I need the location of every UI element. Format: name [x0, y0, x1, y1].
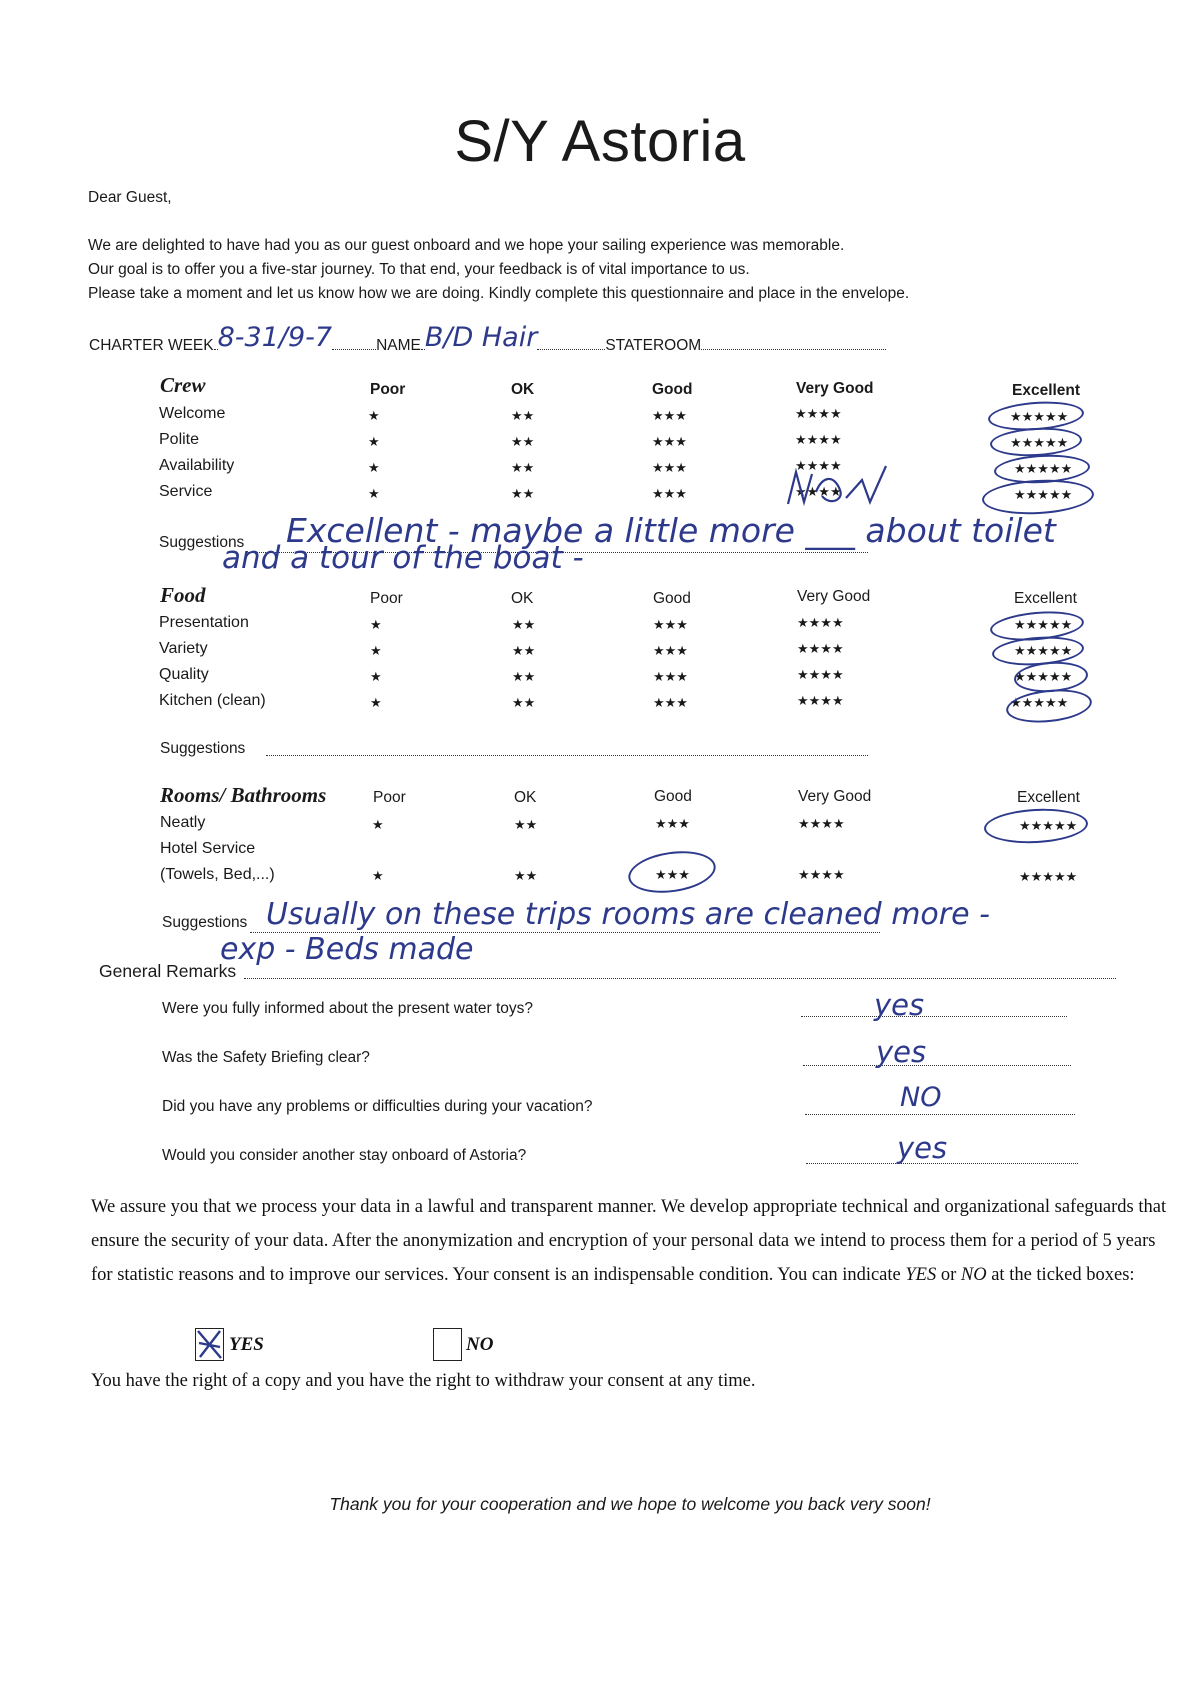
rating-star-good[interactable]: ★★★ — [653, 695, 688, 710]
rating-star-very-good[interactable]: ★★★★ — [795, 458, 842, 473]
rating-star-ok[interactable]: ★★ — [512, 617, 536, 632]
rating-star-very-good[interactable]: ★★★★ — [797, 667, 844, 682]
food-row-presentation: Presentation — [159, 614, 249, 631]
crew-suggestion-line1[interactable]: Excellent - maybe a little more ___ about toilet — [286, 511, 1056, 550]
col-very-good: Very Good — [796, 380, 874, 397]
rating-star-good[interactable]: ★★★ — [652, 434, 687, 449]
rating-star-poor[interactable]: ★ — [370, 695, 382, 710]
rating-star-excellent[interactable]: ★★★★★ — [1014, 617, 1073, 632]
rating-star-poor[interactable]: ★ — [372, 817, 384, 832]
rating-star-good[interactable]: ★★★ — [653, 669, 688, 684]
col-poor: Poor — [370, 590, 403, 607]
rating-star-poor[interactable]: ★ — [372, 868, 384, 883]
col-excellent: Excellent — [1014, 590, 1077, 607]
answer-another-stay[interactable]: yes — [897, 1131, 948, 1165]
intro-line: Please take a moment and let us know how we are doing. Kindly complete this questionnaire and place in the envelope. — [88, 285, 910, 302]
rooms-suggestions-label: Suggestions — [162, 914, 248, 931]
rating-circle-mark — [983, 806, 1089, 845]
consent-no-checkbox[interactable] — [433, 1328, 462, 1361]
rooms-row-hotel-service-detail: (Towels, Bed,...) — [160, 866, 275, 883]
closing-thanks: Thank you for your cooperation and we hope to welcome you back very soon! — [329, 1494, 931, 1514]
col-ok: OK — [514, 789, 537, 806]
answer-line — [803, 1065, 1071, 1066]
col-poor: Poor — [370, 381, 406, 398]
header-fields — [89, 322, 979, 357]
consent-yes-checkbox[interactable] — [195, 1328, 224, 1361]
rating-star-excellent[interactable]: ★★★★★ — [1010, 409, 1069, 424]
rating-star-poor[interactable]: ★ — [370, 643, 382, 658]
rating-star-excellent[interactable]: ★★★★★ — [1014, 487, 1073, 502]
intro-line: We are delighted to have had you as our guest onboard and we hope your sailing experience was memorable. — [88, 237, 845, 254]
intro-line: Our goal is to offer you a five-star journey. To that end, your feedback is of vital importance to us. — [88, 261, 750, 278]
gdpr-paragraph — [91, 1190, 1176, 1292]
rating-star-good[interactable]: ★★★ — [652, 408, 687, 423]
rating-star-ok[interactable]: ★★ — [512, 695, 536, 710]
question-water-toys: Were you fully informed about the present water toys? — [162, 1000, 534, 1017]
rating-star-very-good[interactable]: ★★★★ — [795, 432, 842, 447]
consent-no-label: NO — [466, 1334, 494, 1355]
rating-star-poor[interactable]: ★ — [370, 669, 382, 684]
food-row-variety: Variety — [159, 640, 208, 657]
rating-star-very-good[interactable]: ★★★★ — [798, 816, 845, 831]
charter-week-label: CHARTER WEEK — [89, 337, 214, 354]
rating-star-poor[interactable]: ★ — [368, 408, 380, 423]
rating-star-ok[interactable]: ★★ — [512, 643, 536, 658]
col-ok: OK — [511, 590, 534, 607]
rating-star-ok[interactable]: ★★ — [512, 669, 536, 684]
crew-row-service: Service — [159, 483, 213, 500]
name-label: NAME — [376, 337, 421, 354]
rating-star-very-good[interactable]: ★★★★ — [798, 867, 845, 882]
col-poor: Poor — [373, 789, 406, 806]
stateroom-field[interactable] — [701, 335, 886, 350]
col-good: Good — [654, 788, 692, 805]
col-excellent: Excellent — [1012, 382, 1081, 399]
food-suggestions-label: Suggestions — [160, 740, 246, 757]
rating-circle-mark — [989, 426, 1082, 459]
rating-star-good[interactable]: ★★★ — [653, 643, 688, 658]
rating-star-poor[interactable]: ★ — [368, 486, 380, 501]
crew-suggestions-label: Suggestions — [159, 534, 245, 551]
rating-star-excellent[interactable]: ★★★★★ — [1014, 669, 1073, 684]
rating-star-excellent[interactable]: ★★★★★ — [1010, 435, 1069, 450]
name-value[interactable]: B/D Hair — [424, 322, 538, 353]
consent-yes-label: YES — [229, 1334, 264, 1355]
rating-star-ok[interactable]: ★★ — [514, 868, 538, 883]
rating-circle-mark — [626, 846, 719, 898]
col-very-good: Very Good — [798, 788, 872, 805]
rating-star-excellent[interactable]: ★★★★★ — [1014, 461, 1073, 476]
food-row-quality: Quality — [159, 666, 209, 683]
general-remarks-line[interactable] — [244, 978, 1116, 979]
col-ok: OK — [511, 381, 535, 398]
rooms-section-title: Rooms/ Bathrooms — [160, 783, 327, 807]
document-title: S/Y Astoria — [454, 109, 746, 174]
rating-star-very-good[interactable]: ★★★★ — [797, 615, 844, 630]
rating-star-good[interactable]: ★★★ — [655, 867, 690, 882]
answer-problems[interactable]: NO — [900, 1082, 942, 1113]
greeting: Dear Guest, — [88, 189, 172, 206]
col-excellent: Excellent — [1017, 789, 1080, 806]
rating-star-good[interactable]: ★★★ — [655, 816, 690, 831]
col-very-good: Very Good — [797, 588, 871, 605]
question-another-stay: Would you consider another stay onboard of Astoria? — [162, 1147, 527, 1164]
gdpr-text: We assure you that we process your data in a lawful and transparent manner. We develop appropriate technical and organizational safeguards that ensure the security of your data. After the anonymization and encryption of your personal data we intend to process them for a period of 5 years for statistic reasons and to improve our services. Your consent is an indispensable condition. You can indicate — [91, 1197, 1167, 1285]
crew-row-availability: Availability — [159, 457, 235, 474]
stateroom-label: STATEROOM — [605, 337, 702, 354]
rooms-suggestion-line2[interactable]: exp - Beds made — [220, 932, 474, 967]
crew-suggestion-line2[interactable]: and a tour of the boat - — [222, 540, 584, 576]
charter-week-value[interactable]: 8-31/9-7 — [217, 322, 333, 353]
col-good: Good — [652, 381, 693, 398]
rating-star-excellent[interactable]: ★★★★★ — [1014, 643, 1073, 658]
rating-star-ok[interactable]: ★★ — [514, 817, 538, 832]
rating-star-poor[interactable]: ★ — [368, 434, 380, 449]
gdpr-tail: at the ticked boxes: — [986, 1265, 1135, 1285]
general-remarks-label: General Remarks — [99, 961, 237, 981]
rating-star-ok[interactable]: ★★ — [511, 460, 535, 475]
crew-row-welcome: Welcome — [159, 405, 226, 422]
rating-star-poor[interactable]: ★ — [368, 460, 380, 475]
rating-circle-mark — [1005, 686, 1094, 727]
food-row-kitchen: Kitchen (clean) — [159, 692, 266, 709]
rating-star-very-good[interactable]: ★★★★ — [795, 406, 842, 421]
crew-section-title: Crew — [160, 373, 206, 397]
rating-star-excellent[interactable]: ★★★★★ — [1019, 869, 1078, 884]
question-safety-briefing: Was the Safety Briefing clear? — [162, 1049, 370, 1066]
rating-star-good[interactable]: ★★★ — [652, 460, 687, 475]
gdpr-yes-word: YES — [905, 1265, 937, 1285]
answer-safety-briefing[interactable]: yes — [876, 1035, 927, 1069]
rating-star-very-good[interactable]: ★★★★ — [797, 693, 844, 708]
answer-line — [801, 1016, 1067, 1017]
gdpr-or-word: or — [936, 1265, 961, 1285]
withdraw-consent-text: You have the right of a copy and you have the right to withdraw your consent at any time. — [91, 1371, 756, 1391]
food-suggestions-line[interactable] — [266, 755, 868, 756]
rating-star-good[interactable]: ★★★ — [652, 486, 687, 501]
rating-star-excellent[interactable]: ★★★★★ — [1019, 818, 1078, 833]
rooms-row-hotel-service: Hotel Service — [160, 840, 256, 857]
question-problems: Did you have any problems or difficulties during your vacation? — [162, 1098, 593, 1115]
intro-paragraph — [88, 234, 1048, 306]
col-good: Good — [653, 590, 691, 607]
answer-line — [805, 1114, 1075, 1115]
rating-star-ok[interactable]: ★★ — [511, 486, 535, 501]
answer-water-toys[interactable]: yes — [874, 988, 925, 1022]
rating-star-very-good[interactable]: ★★★★ — [795, 484, 842, 499]
gdpr-no-word: NO — [960, 1265, 987, 1285]
check-x-icon — [196, 1329, 223, 1360]
rating-star-very-good[interactable]: ★★★★ — [797, 641, 844, 656]
rooms-row-neatly: Neatly — [160, 814, 206, 831]
food-section-title: Food — [160, 583, 206, 607]
rating-star-poor[interactable]: ★ — [370, 617, 382, 632]
rating-star-ok[interactable]: ★★ — [511, 408, 535, 423]
rating-star-excellent[interactable]: ★★★★★ — [1010, 695, 1069, 710]
rooms-suggestion-line1[interactable]: Usually on these trips rooms are cleaned more - — [266, 897, 990, 932]
scribble-mark — [782, 462, 892, 512]
rating-star-ok[interactable]: ★★ — [511, 434, 535, 449]
crew-row-polite: Polite — [159, 431, 200, 448]
rating-star-good[interactable]: ★★★ — [653, 617, 688, 632]
